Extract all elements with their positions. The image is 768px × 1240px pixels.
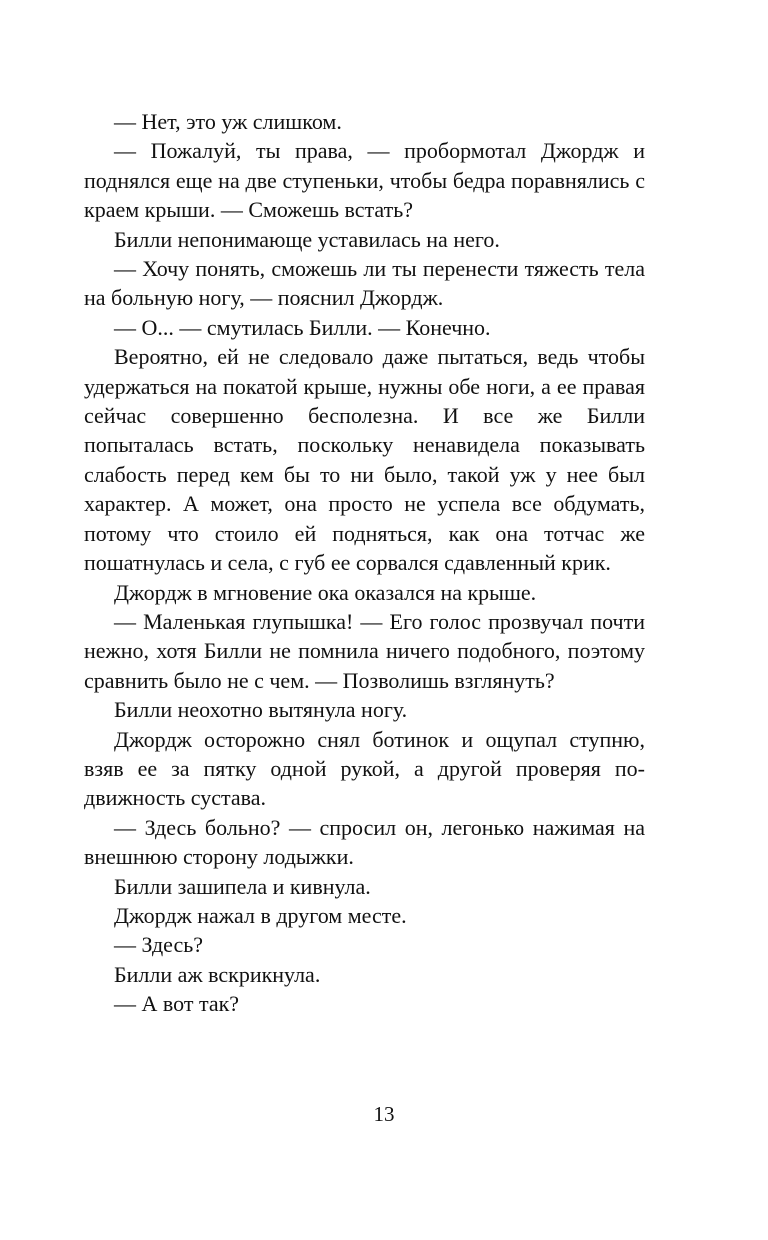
paragraph: — Хочу понять, сможешь ли ты перенести тяжесть тела на больную ногу, — пояснил Джордж. — [84, 256, 645, 311]
paragraph: — Здесь больно? — спросил он, легонько нажимая на внешнюю сторону лодыжки. — [84, 814, 645, 870]
body-text — [84, 107, 645, 1019]
paragraph: Джордж осторожно снял ботинок и ощупал ступню, взяв ее за пятку одной рукой, а другой проверяя подвижность сустава. — [84, 726, 645, 811]
paragraph: Билли аж вскрикнула. — [114, 961, 321, 987]
paragraph: — Маленькая глупышка! — Его голос прозвучал почти нежно, хотя Билли не помнила ничего подобного, поэтому сравнить было не с чем. — Позволишь взглянуть? — [84, 608, 645, 693]
paragraph: — Пожалуй, ты права, — пробормотал Джордж и поднялся еще на две ступеньки, чтобы бедра поравнялись с краем крыши. — Сможешь встать? — [84, 138, 645, 223]
paragraph: Джордж в мгновение ока оказался на крыше. — [114, 579, 537, 605]
paragraph: Билли зашипела и кивнула. — [114, 873, 371, 899]
paragraph: — Здесь? — [114, 932, 204, 958]
paragraph: — О... — смутилась Билли. — Конечно. — [114, 314, 491, 340]
paragraph: — А вот так? — [114, 991, 240, 1017]
paragraph: Билли неохотно вытянула ногу. — [114, 697, 408, 723]
paragraph: Джордж нажал в другом месте. — [114, 902, 407, 928]
paragraph: Вероятно, ей не следовало даже пытаться, ведь чтобы удержаться на покатой крыше, нужны обе ноги, а ее правая сейчас совершенно бесполезна. И все же Билли попыталась встать, поскольку ненавидела показывать слабость перед кем бы то ни было, такой уж у нее был характер. А может, она просто не успела все обдумать, потому что стоило ей подняться, как она тотчас же пошатнулась и села, с губ ее сорвался сдавленный крик. — [84, 344, 645, 576]
paragraph: Билли непонимающе уставилась на него. — [114, 226, 500, 252]
page-number: 13 — [373, 1102, 395, 1126]
paragraph: — Нет, это уж слишком. — [114, 109, 342, 134]
